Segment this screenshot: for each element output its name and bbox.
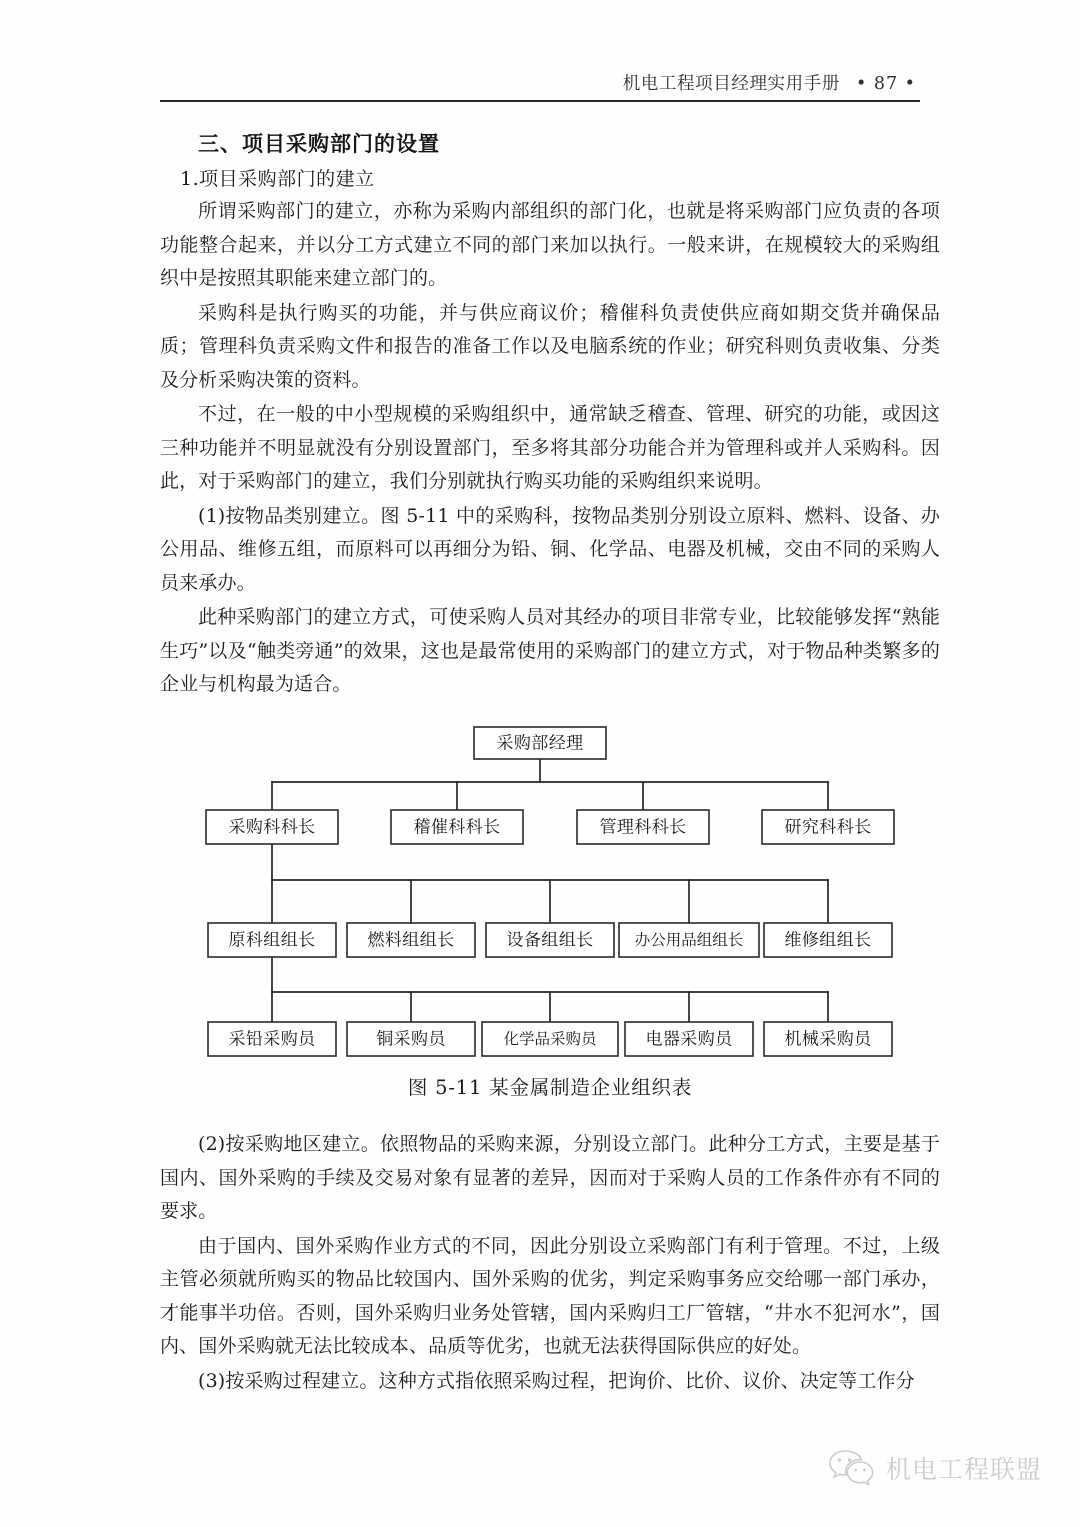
paragraph: 所谓采购部门的建立，亦称为采购内部组织的部门化，也就是将采购部门应负责的各项功能整合起来，并以分工方式建立不同的部门来加以执行。一般来讲，在规模较大的采购组织中是按照其职能来建立部门的。 bbox=[160, 200, 940, 289]
body-upper bbox=[160, 120, 940, 703]
org-node-level2-3 bbox=[577, 810, 709, 844]
org-node-label: 研究科科长 bbox=[784, 817, 872, 838]
org-node-label: 采购科科长 bbox=[228, 817, 316, 838]
org-node-level4-4 bbox=[625, 1022, 753, 1056]
org-node-label: 管理科科长 bbox=[599, 817, 687, 838]
paragraph: 此种采购部门的建立方式，可使采购人员对其经办的项目非常专业，比较能够发挥“熟能生巧”以及“触类旁通”的效果，这也是最常使用的采购部门的建立方式，对于物品种类繁多的企业与机构最为适合。 bbox=[160, 606, 940, 695]
org-node-level4-5 bbox=[764, 1022, 892, 1056]
page-number: • 87 • bbox=[855, 74, 916, 94]
org-node-label: 燃料组组长 bbox=[367, 930, 455, 951]
paragraph: 采购科是执行购买的功能，并与供应商议价；稽催科负责使供应商如期交货并确保品质；管理科负责采购文件和报告的准备工作以及电脑系统的作业；研究科则负责收集、分类及分析采购决策的资料。 bbox=[160, 301, 940, 391]
running-head bbox=[160, 62, 920, 102]
book-title: 机电工程项目经理实用手册 bbox=[622, 74, 840, 94]
org-node-label: 稽催科科长 bbox=[413, 817, 501, 838]
section-subheading: 1.项目采购部门的建立 bbox=[180, 168, 375, 190]
org-node-label: 采铅采购员 bbox=[228, 1029, 316, 1050]
org-node-label: 采购部经理 bbox=[496, 733, 584, 754]
org-node-level2-2 bbox=[391, 810, 523, 844]
org-node-level3-4 bbox=[619, 923, 759, 957]
org-node-label: 办公用品组组长 bbox=[634, 931, 744, 949]
org-node-label: 维修组组长 bbox=[784, 930, 872, 951]
org-node-level4-1 bbox=[208, 1022, 336, 1056]
paragraph: (3)按采购过程建立。这种方式指依照采购过程，把询价、比价、议价、决定等工作分 bbox=[198, 1369, 915, 1392]
org-node-level4-2 bbox=[347, 1022, 475, 1056]
figure-caption: 图 5-11 某金属制造企业组织表 bbox=[407, 1076, 693, 1099]
paragraph: 由于国内、国外采购作业方式的不同，因此分别设立采购部门有利于管理。不过，上级主管必须就所购买的物品比较国内、国外采购的优劣，判定采购事务应交给哪一部门承办，才能事半功倍。否则，国外采购归业务处管辖，国内采购归工厂管辖，“井水不犯河水”，国内、国外采购就无法比较成本、品质等优劣，也就无法获得国际供应的好处。 bbox=[160, 1234, 940, 1357]
org-node-level3-5 bbox=[764, 923, 892, 957]
org-node-level2-4 bbox=[762, 810, 894, 844]
org-node-level3-2 bbox=[347, 923, 475, 957]
org-node-level3-3 bbox=[486, 923, 614, 957]
org-node-label: 铜采购员 bbox=[376, 1029, 446, 1050]
section-heading: 三、项目采购部门的设置 bbox=[198, 131, 440, 156]
org-node-level2-1 bbox=[206, 810, 338, 844]
paragraph: (1)按物品类别建立。图 5-11 中的采购科，按物品类别分别设立原料、燃料、设备、办公用品、维修五组，而原料可以再细分为铅、铜、化学品、电器及机械，交由不同的采购人员来承办。 bbox=[160, 504, 940, 594]
org-node-label: 机械采购员 bbox=[784, 1029, 872, 1050]
running-head-text bbox=[623, 70, 916, 95]
watermark-label: 机电工程联盟 bbox=[886, 1455, 1043, 1484]
org-node-label: 电器采购员 bbox=[645, 1029, 733, 1050]
paragraph: (2)按采购地区建立。依照物品的采购来源，分别设立部门。此种分工方式，主要是基于国内、国外采购的手续及交易对象有显著的差异，因而对于采购人员的工作条件亦有不同的要求。 bbox=[160, 1133, 940, 1222]
watermark bbox=[828, 1448, 1042, 1488]
header-rule bbox=[160, 100, 920, 102]
paragraph: 不过，在一般的中小型规模的采购组织中，通常缺乏稽查、管理、研究的功能，或因这三种功能并不明显就没有分别设置部门，至多将其部分功能合并为管理科或并人采购科。因此，对于采购部门的建立，我们分别就执行购买功能的采购组织来说明。 bbox=[160, 403, 940, 492]
body-lower bbox=[160, 1128, 940, 1399]
org-node-label: 原科组组长 bbox=[228, 930, 316, 951]
org-node-label: 设备组组长 bbox=[506, 930, 594, 951]
org-node-level4-3 bbox=[482, 1022, 618, 1056]
org-node-label: 化学品采购员 bbox=[503, 1030, 597, 1048]
org-node-root bbox=[474, 727, 606, 759]
org-chart-figure bbox=[160, 710, 940, 1080]
wechat-icon bbox=[828, 1448, 876, 1488]
org-node-level3-1 bbox=[208, 923, 336, 957]
